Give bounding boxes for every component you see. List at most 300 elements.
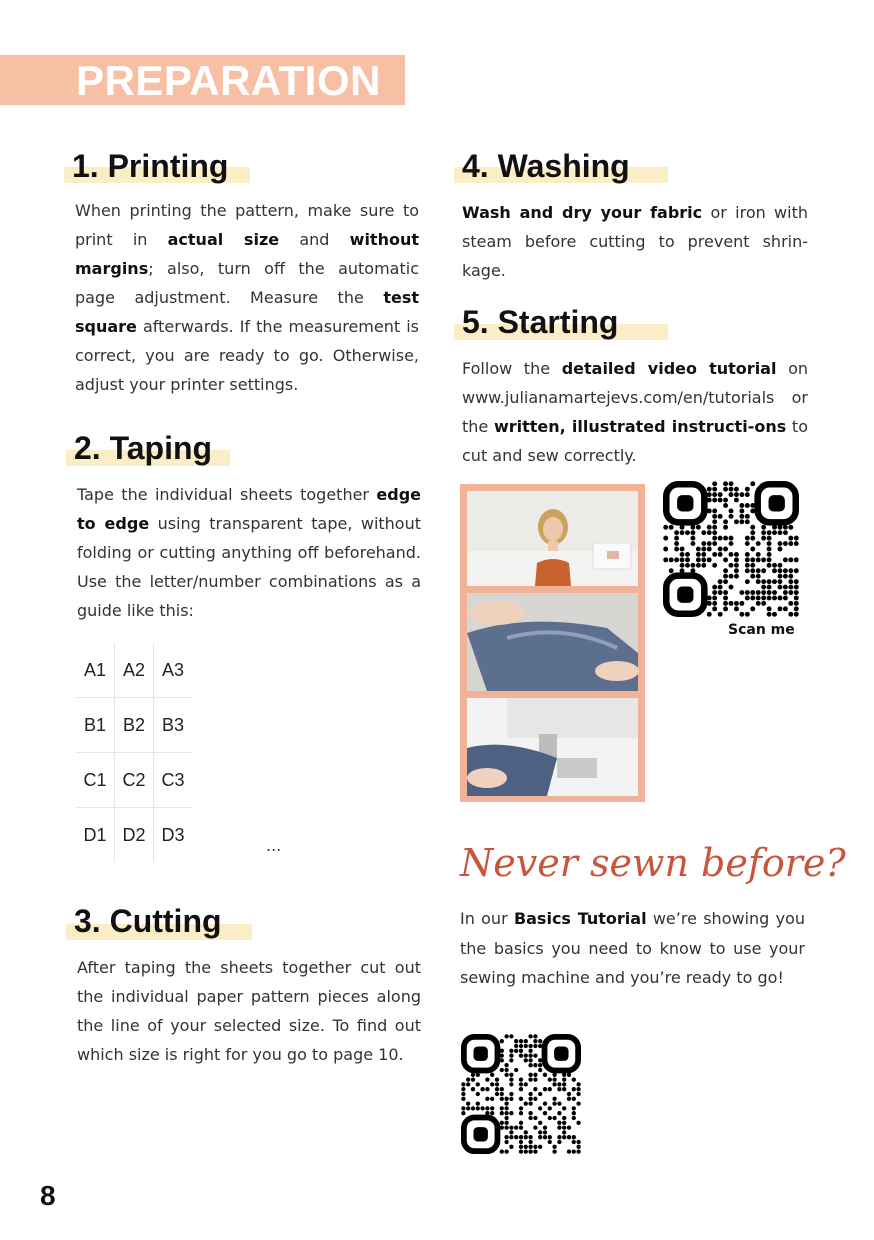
qr-module [514, 1044, 518, 1048]
qr-module [783, 585, 788, 590]
qr-module [707, 547, 712, 552]
qr-module [519, 1087, 523, 1091]
qr-module [712, 590, 717, 595]
grid-cell: B1 [76, 698, 115, 753]
qr-module [761, 585, 766, 590]
qr-module [485, 1106, 489, 1110]
qr-module [504, 1073, 508, 1077]
qr-module [533, 1053, 537, 1057]
qr-module [669, 568, 674, 573]
qr-module [528, 1149, 532, 1153]
qr-module [761, 579, 766, 584]
qr-module [567, 1097, 571, 1101]
qr-module [750, 547, 755, 552]
qr-module [778, 563, 783, 568]
qr-module [750, 574, 755, 579]
qr-module [718, 536, 723, 541]
qr-module [504, 1063, 508, 1067]
qr-module [750, 525, 755, 530]
qr-module [669, 525, 674, 530]
qr-module [745, 563, 750, 568]
qr-module [756, 568, 761, 573]
qr-module [696, 563, 701, 568]
qr-module [756, 541, 761, 546]
qr-module [519, 1140, 523, 1144]
qr-module [533, 1097, 537, 1101]
qr-module [729, 487, 734, 492]
heading-cutting: 3. Cutting [74, 903, 222, 939]
qr-module [788, 557, 793, 562]
qr-module [788, 574, 793, 579]
qr-module [718, 492, 723, 497]
qr-module [685, 557, 690, 562]
qr-module [734, 492, 739, 497]
qr-module [557, 1140, 561, 1144]
qr-module [783, 557, 788, 562]
qr-module [794, 601, 799, 606]
qr-module [794, 612, 799, 617]
qr-module [509, 1077, 513, 1081]
qr-module [504, 1111, 508, 1115]
qr-module [712, 596, 717, 601]
qr-module [466, 1106, 470, 1110]
qr-module [576, 1092, 580, 1096]
qr-module [500, 1111, 504, 1115]
qr-module [788, 585, 793, 590]
qr-module [750, 606, 755, 611]
qr-module [572, 1097, 576, 1101]
qr-module [572, 1149, 576, 1153]
starting-text: Follow the detailed video tutorial on www.julianamartejevs.com/en/tutorials or the written, illustrated instructi-ons to cut and sew correctly. [462, 359, 809, 465]
heading-washing: 4. Washing [462, 148, 630, 184]
qr-module [524, 1101, 528, 1105]
qr-module [794, 541, 799, 546]
qr-module [788, 590, 793, 595]
qr-module [543, 1087, 547, 1091]
qr-module [723, 536, 728, 541]
qr-module [567, 1149, 571, 1153]
qr-module [701, 547, 706, 552]
qr-module [562, 1121, 566, 1125]
qr-module [669, 557, 674, 562]
qr-module [723, 568, 728, 573]
qr-module [718, 547, 723, 552]
qr-module [756, 552, 761, 557]
qr-module [490, 1073, 494, 1077]
qr-module [712, 514, 717, 519]
qr-finder-eye [677, 495, 693, 511]
qr-module [572, 1140, 576, 1144]
qr-module [701, 541, 706, 546]
qr-module [734, 568, 739, 573]
sheet-grid [76, 643, 192, 862]
qr-module [663, 547, 668, 552]
qr-module [778, 541, 783, 546]
qr-module [794, 568, 799, 573]
qr-module [576, 1145, 580, 1149]
qr-module [485, 1077, 489, 1081]
qr-module [519, 1106, 523, 1110]
qr-module [538, 1106, 542, 1110]
qr-module [543, 1101, 547, 1105]
qr-module [712, 541, 717, 546]
grid-cell: A2 [115, 643, 154, 698]
qr-module [567, 1135, 571, 1139]
grid-cell: C1 [76, 753, 115, 808]
qr-module [745, 590, 750, 595]
qr-module [509, 1145, 513, 1149]
qr-module [500, 1049, 504, 1053]
qr-module [509, 1082, 513, 1086]
qr-module [707, 601, 712, 606]
grid-row [76, 643, 192, 698]
qr-module [528, 1058, 532, 1062]
qr-module [528, 1116, 532, 1120]
qr-module [750, 503, 755, 508]
qr-module [745, 596, 750, 601]
qr-module [723, 590, 728, 595]
qr-module [778, 568, 783, 573]
qr-module [734, 606, 739, 611]
qr-module [562, 1087, 566, 1091]
qr-module [712, 530, 717, 535]
qr-module [750, 596, 755, 601]
qr-module [514, 1135, 518, 1139]
qr-module [707, 487, 712, 492]
qr-module [519, 1125, 523, 1129]
qr-module [794, 596, 799, 601]
qr-module [712, 492, 717, 497]
qr-module [788, 612, 793, 617]
qr-module [712, 525, 717, 530]
grid-cell: C3 [154, 753, 193, 808]
qr-module [557, 1087, 561, 1091]
qr-module [745, 557, 750, 562]
qr-module [767, 612, 772, 617]
qr-module [528, 1063, 532, 1067]
qr-module [504, 1097, 508, 1101]
qr-module [690, 563, 695, 568]
qr-module [509, 1049, 513, 1053]
qr-module [788, 525, 793, 530]
qr-module [528, 1097, 532, 1101]
qr-module [519, 1097, 523, 1101]
qr-module [519, 1121, 523, 1125]
qr-module [485, 1097, 489, 1101]
qr-module [783, 596, 788, 601]
qr-module [490, 1111, 494, 1115]
qr-module [504, 1106, 508, 1110]
qr-module [567, 1092, 571, 1096]
page-title: PREPARATION [76, 57, 381, 104]
qr-module [562, 1125, 566, 1129]
qr-module [729, 601, 734, 606]
qr-module [495, 1077, 499, 1081]
qr-module [712, 481, 717, 486]
qr-module [745, 487, 750, 492]
qr-module [723, 481, 728, 486]
qr-module [767, 596, 772, 601]
qr-module [696, 547, 701, 552]
qr-module [576, 1082, 580, 1086]
printing-text: When printing the pattern, make sure to print in actual size and without margins; also, turn off the automatic page adjustment. Measure the test square afterwards. If the measurement is correct, you are ready to go. Otherwise, adjust your printer settings. [75, 201, 419, 394]
qr-module [712, 552, 717, 557]
qr-module [734, 487, 739, 492]
page-number: 8 [40, 1180, 56, 1211]
qr-module [538, 1044, 542, 1048]
qr-module [509, 1111, 513, 1115]
qr-module [734, 498, 739, 503]
qr-module [739, 492, 744, 497]
qr-module [519, 1111, 523, 1115]
qr-module [756, 574, 761, 579]
qr-module [718, 579, 723, 584]
qr-module [756, 601, 761, 606]
qr-module [519, 1149, 523, 1153]
qr-module [718, 552, 723, 557]
heading-starting: 5. Starting [462, 304, 619, 340]
qr-module [794, 579, 799, 584]
qr-module [533, 1077, 537, 1081]
qr-module [552, 1116, 556, 1120]
qr-module [495, 1087, 499, 1091]
qr-module [548, 1087, 552, 1091]
qr-module [783, 541, 788, 546]
qr-module [745, 541, 750, 546]
qr-module [756, 579, 761, 584]
qr-module [461, 1087, 465, 1091]
qr-module [514, 1049, 518, 1053]
qr-module [788, 601, 793, 606]
qr-module [701, 530, 706, 535]
qr-module [772, 612, 777, 617]
qr-module [562, 1116, 566, 1120]
qr-module [552, 1149, 556, 1153]
qr-module [783, 606, 788, 611]
qr-module [519, 1039, 523, 1043]
qr-module [466, 1077, 470, 1081]
qr-module [772, 590, 777, 595]
qr-module [485, 1111, 489, 1115]
grid-ellipsis: ... [266, 836, 282, 855]
qr-module [750, 536, 755, 541]
qr-module [528, 1101, 532, 1105]
qr-module [778, 530, 783, 535]
qr-module [761, 590, 766, 595]
qr-module [509, 1053, 513, 1057]
qr-module [767, 590, 772, 595]
qr-module [778, 547, 783, 552]
qr-module [461, 1082, 465, 1086]
qr-module [739, 519, 744, 524]
qr-module [524, 1039, 528, 1043]
qr-module [557, 1125, 561, 1129]
qr-module [500, 1121, 504, 1125]
qr-module [504, 1149, 508, 1153]
qr-module [794, 536, 799, 541]
qr-module [500, 1058, 504, 1062]
qr-module [519, 1049, 523, 1053]
qr-module [533, 1039, 537, 1043]
qr-module [761, 536, 766, 541]
qr-module [509, 1125, 513, 1129]
qr-module [528, 1135, 532, 1139]
qr-module [519, 1044, 523, 1048]
basics-text: In our Basics Tutorial we’re showing you the basics you need to know to use your sewing machine and you’re ready to go! [460, 909, 805, 987]
qr-module [557, 1135, 561, 1139]
qr-module [538, 1068, 542, 1072]
qr-module [514, 1068, 518, 1072]
qr-module [674, 530, 679, 535]
qr-module [734, 563, 739, 568]
qr-module [557, 1082, 561, 1086]
qr-module [772, 530, 777, 535]
qr-module [707, 541, 712, 546]
qr-module [519, 1145, 523, 1149]
qr-module [509, 1135, 513, 1139]
qr-module [533, 1073, 537, 1077]
qr-module [490, 1106, 494, 1110]
qr-module [723, 596, 728, 601]
qr-module [712, 508, 717, 513]
qr-module [576, 1101, 580, 1105]
qr-module [461, 1111, 465, 1115]
qr-module [528, 1092, 532, 1096]
qr-module [500, 1092, 504, 1096]
qr-module [707, 612, 712, 617]
qr-module [696, 525, 701, 530]
qr-module [745, 514, 750, 519]
qr-module [562, 1077, 566, 1081]
qr-module [734, 552, 739, 557]
grid-cell: D3 [154, 808, 193, 863]
qr-code-basics[interactable] [461, 1034, 581, 1154]
qr-module [471, 1073, 475, 1077]
qr-module [696, 552, 701, 557]
qr-module [562, 1073, 566, 1077]
qr-module [504, 1101, 508, 1105]
qr-module [772, 596, 777, 601]
qr-module [490, 1082, 494, 1086]
qr-module [783, 590, 788, 595]
qr-module [509, 1092, 513, 1096]
qr-module [663, 536, 668, 541]
qr-module [576, 1140, 580, 1144]
grid-cell: D2 [115, 808, 154, 863]
qr-module [533, 1116, 537, 1120]
qr-module [718, 590, 723, 595]
qr-module [734, 574, 739, 579]
qr-module [519, 1082, 523, 1086]
qr-module [761, 525, 766, 530]
qr-module [538, 1121, 542, 1125]
qr-module [552, 1145, 556, 1149]
qr-module [562, 1106, 566, 1110]
qr-module [557, 1111, 561, 1115]
qr-module [680, 525, 685, 530]
qr-module [562, 1082, 566, 1086]
qr-module [767, 579, 772, 584]
qr-module [734, 557, 739, 562]
qr-module [685, 563, 690, 568]
qr-module [500, 1149, 504, 1153]
qr-finder-eye [677, 587, 693, 603]
qr-module [461, 1092, 465, 1096]
qr-module [794, 585, 799, 590]
qr-module [788, 579, 793, 584]
qr-module [767, 563, 772, 568]
qr-module [572, 1135, 576, 1139]
qr-module [778, 574, 783, 579]
qr-module [528, 1053, 532, 1057]
qr-module [552, 1082, 556, 1086]
qr-module [745, 492, 750, 497]
qr-module [745, 536, 750, 541]
qr-module [524, 1135, 528, 1139]
qr-module [750, 563, 755, 568]
qr-module [690, 536, 695, 541]
qr-module [718, 498, 723, 503]
qr-module [495, 1082, 499, 1086]
qr-module [519, 1077, 523, 1081]
qr-module [557, 1121, 561, 1125]
qr-module [509, 1130, 513, 1134]
qr-module [712, 563, 717, 568]
qr-module [476, 1082, 480, 1086]
qr-module [514, 1039, 518, 1043]
qr-module [767, 557, 772, 562]
qr-module [772, 568, 777, 573]
qr-module [504, 1121, 508, 1125]
qr-module [772, 579, 777, 584]
qr-module [761, 596, 766, 601]
qr-code-tutorial[interactable] [663, 481, 799, 617]
qr-module [729, 536, 734, 541]
qr-module [509, 1097, 513, 1101]
qr-module [572, 1116, 576, 1120]
qr-module [739, 514, 744, 519]
qr-module [778, 525, 783, 530]
qr-module [729, 552, 734, 557]
qr-module [674, 541, 679, 546]
qr-module [490, 1097, 494, 1101]
qr-module [750, 508, 755, 513]
qr-module [718, 514, 723, 519]
qr-module [514, 1125, 518, 1129]
qr-module [504, 1116, 508, 1120]
qr-module [761, 530, 766, 535]
qr-module [723, 498, 728, 503]
qr-module [734, 601, 739, 606]
qr-module [696, 557, 701, 562]
cutting-text: After taping the sheets together cut out the individual paper pattern pieces along the line of your selected size. To find out which size is right for you go to page 10. [77, 958, 421, 1064]
qr-module [500, 1039, 504, 1043]
qr-module [476, 1092, 480, 1096]
qr-module [685, 530, 690, 535]
qr-module [712, 487, 717, 492]
qr-module [466, 1101, 470, 1105]
qr-module [794, 557, 799, 562]
qr-module [729, 481, 734, 486]
qr-module [552, 1101, 556, 1105]
grid-cell: A1 [76, 643, 115, 698]
qr-module [533, 1044, 537, 1048]
qr-module [690, 541, 695, 546]
qr-module [745, 552, 750, 557]
grid-cell: B2 [115, 698, 154, 753]
qr-module [783, 574, 788, 579]
script-heading-text: Never sewn before? [460, 841, 846, 885]
